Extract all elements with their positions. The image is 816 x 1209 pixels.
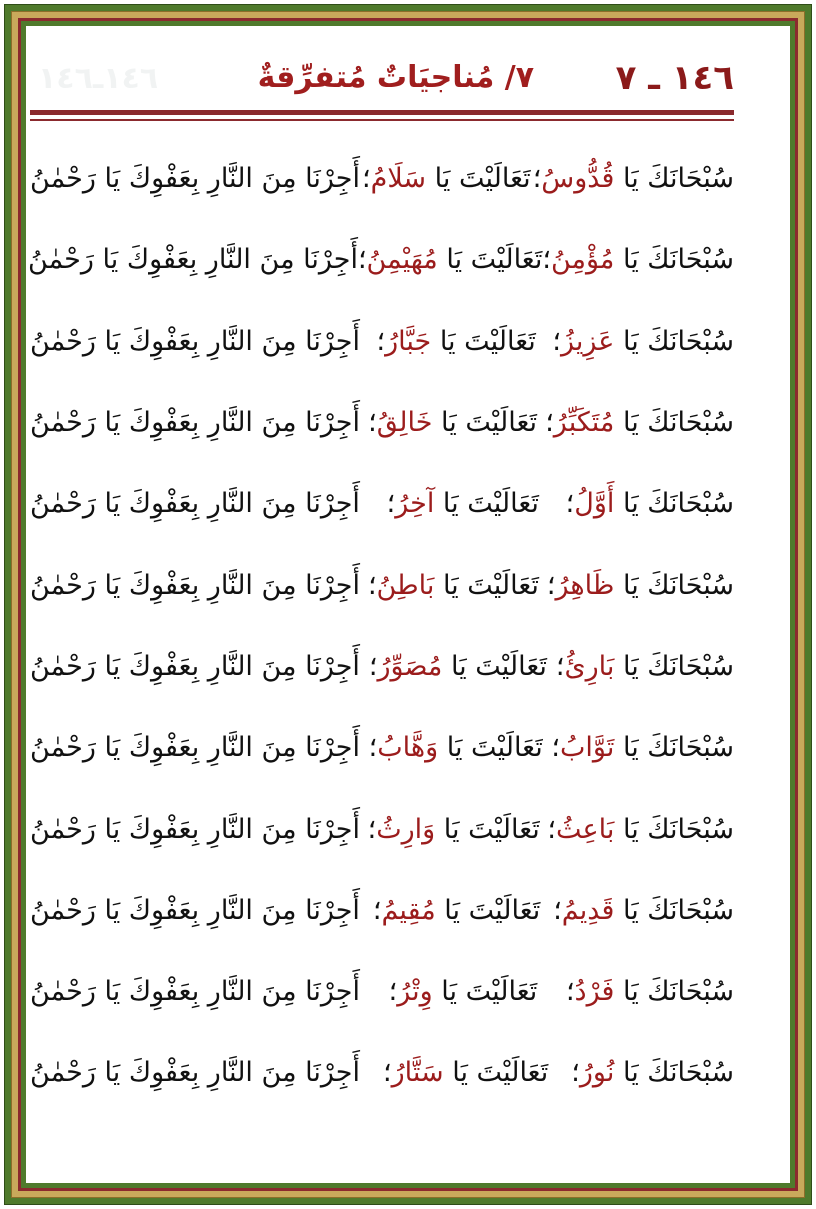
plea-phrase: أَجِرْنَا مِنَ النَّارِ بِعَفْوِكَ يَا رَحْمٰنُ xyxy=(30,325,360,357)
exalt-phrase: تَعَالَيْتَ يَا خَالِقُ؛ xyxy=(368,407,537,439)
exalt-phrase: تَعَالَيْتَ يَا سَلَامُ؛ xyxy=(362,163,531,195)
praise-phrase: سُبْحَانَكَ يَا مُتَكَبِّرُ؛ xyxy=(545,407,734,439)
exalt-phrase: تَعَالَيْتَ يَا بَاطِنُ؛ xyxy=(367,569,539,601)
divine-name: مُتَكَبِّرُ xyxy=(553,407,615,439)
plea-phrase: أَجِرْنَا مِنَ النَّارِ بِعَفْوِكَ يَا رَحْمٰنُ xyxy=(30,976,360,1008)
exalt-phrase: تَعَالَيْتَ يَا مُقِيمُ؛ xyxy=(372,894,541,926)
exalt-phrase: تَعَالَيْتَ يَا جَبَّارُ؛ xyxy=(376,325,536,357)
praise-phrase: سُبْحَانَكَ يَا ظَاهِرُ؛ xyxy=(546,569,734,601)
supplication-line xyxy=(30,707,734,788)
divine-name: قُدُّوسُ xyxy=(541,163,615,195)
divine-name: مُصَوِّرُ xyxy=(377,650,443,682)
plea-phrase: أَجِرْنَا مِنَ النَّارِ بِعَفْوِكَ يَا رَحْمٰنُ xyxy=(30,894,360,926)
exalt-phrase: تَعَالَيْتَ يَا وِتْرُ؛ xyxy=(388,976,538,1008)
praise-phrase: سُبْحَانَكَ يَا أَوَّلُ؛ xyxy=(565,488,734,520)
supplication-line xyxy=(30,219,734,300)
praise-phrase: سُبْحَانَكَ يَا فَرْدُ؛ xyxy=(565,976,734,1008)
plea-phrase: أَجِرْنَا مِنَ النَّارِ بِعَفْوِكَ يَا رَحْمٰنُ xyxy=(30,569,360,601)
plea-phrase: أَجِرْنَا مِنَ النَّارِ بِعَفْوِكَ يَا رَحْمٰنُ xyxy=(30,488,360,520)
divine-name: قَدِيمُ xyxy=(561,894,615,926)
supplication-line xyxy=(30,626,734,707)
divine-name: وَهَّابُ xyxy=(377,732,439,764)
divine-name: تَوَّابُ xyxy=(559,732,615,764)
praise-phrase: سُبْحَانَكَ يَا مُؤْمِنُ؛ xyxy=(542,244,734,276)
exalt-phrase: تَعَالَيْتَ يَا وَارِثُ؛ xyxy=(367,813,540,845)
supplication-line xyxy=(30,788,734,869)
supplication-line xyxy=(30,301,734,382)
divine-name: بَاطِنُ xyxy=(376,569,435,601)
supplication-line xyxy=(30,870,734,951)
page-number: ١٤٦ ـ ٧ xyxy=(615,58,734,98)
plea-phrase: أَجِرْنَا مِنَ النَّارِ بِعَفْوِكَ يَا رَحْمٰنُ xyxy=(30,163,360,195)
page-header xyxy=(30,52,734,110)
supplication-line xyxy=(30,951,734,1032)
praise-phrase: سُبْحَانَكَ يَا قَدِيمُ؛ xyxy=(553,894,734,926)
divine-name: سَتَّارُ xyxy=(391,1057,444,1089)
supplication-line xyxy=(30,544,734,625)
supplication-lines xyxy=(30,138,734,1114)
praise-phrase: سُبْحَانَكَ يَا تَوَّابُ؛ xyxy=(551,732,734,764)
supplication-line xyxy=(30,382,734,463)
divine-name: مُقِيمُ xyxy=(381,894,436,926)
divine-name: بَارِئُ xyxy=(564,650,615,682)
exalt-phrase: تَعَالَيْتَ يَا مُصَوِّرُ؛ xyxy=(368,650,547,682)
plea-phrase: أَجِرْنَا مِنَ النَّارِ بِعَفْوِكَ يَا رَحْمٰنُ xyxy=(30,732,360,764)
divine-name: أَوَّلُ xyxy=(574,488,615,520)
praise-phrase: سُبْحَانَكَ يَا بَارِئُ؛ xyxy=(555,650,734,682)
header-rule-thin xyxy=(30,119,734,121)
divine-name: جَبَّارُ xyxy=(385,325,432,357)
divine-name: نُورُ xyxy=(579,1057,615,1089)
divine-name: آخِرُ xyxy=(395,488,435,520)
divine-name: مُهَيْمِنُ xyxy=(366,244,438,276)
plea-phrase: أَجِرْنَا مِنَ النَّارِ بِعَفْوِكَ يَا رَحْمٰنُ xyxy=(30,650,360,682)
header-rule-thick xyxy=(30,110,734,115)
exalt-phrase: تَعَالَيْتَ يَا مُهَيْمِنُ؛ xyxy=(357,244,543,276)
divine-name: خَالِقُ xyxy=(376,407,433,439)
praise-phrase: سُبْحَانَكَ يَا نُورُ؛ xyxy=(571,1057,734,1089)
exalt-phrase: تَعَالَيْتَ يَا سَتَّارُ؛ xyxy=(383,1057,549,1089)
praise-phrase: سُبْحَانَكَ يَا قُدُّوسُ؛ xyxy=(532,163,734,195)
divine-name: وِتْرُ xyxy=(397,976,433,1008)
plea-phrase: أَجِرْنَا مِنَ النَّارِ بِعَفْوِكَ يَا رَحْمٰنُ xyxy=(28,244,358,276)
supplication-line xyxy=(30,138,734,219)
supplication-line xyxy=(30,1032,734,1113)
divine-name: سَلَامُ xyxy=(370,163,427,195)
divine-name: ظَاهِرُ xyxy=(555,569,615,601)
plea-phrase: أَجِرْنَا مِنَ النَّارِ بِعَفْوِكَ يَا رَحْمٰنُ xyxy=(30,813,360,845)
praise-phrase: سُبْحَانَكَ يَا بَاعِثُ؛ xyxy=(547,813,734,845)
divine-name: عَزِيزُ xyxy=(560,325,615,357)
divine-name: وَارِثُ xyxy=(376,813,436,845)
plea-phrase: أَجِرْنَا مِنَ النَّارِ بِعَفْوِكَ يَا رَحْمٰنُ xyxy=(30,1057,360,1089)
divine-name: مُؤْمِنُ xyxy=(550,244,615,276)
praise-phrase: سُبْحَانَكَ يَا عَزِيزُ؛ xyxy=(552,325,734,357)
faint-page-number-watermark: ١٤٦ـ١٤٦ xyxy=(38,61,159,96)
supplication-line xyxy=(30,463,734,544)
exalt-phrase: تَعَالَيْتَ يَا وَهَّابُ؛ xyxy=(368,732,543,764)
divine-name: فَرْدُ xyxy=(574,976,615,1008)
divine-name: بَاعِثُ xyxy=(556,813,615,845)
exalt-phrase: تَعَالَيْتَ يَا آخِرُ؛ xyxy=(386,488,539,520)
section-title: ٧/ مُناجيَاتٌ مُتفرِّقةٌ xyxy=(257,60,534,95)
plea-phrase: أَجِرْنَا مِنَ النَّارِ بِعَفْوِكَ يَا رَحْمٰنُ xyxy=(30,407,360,439)
